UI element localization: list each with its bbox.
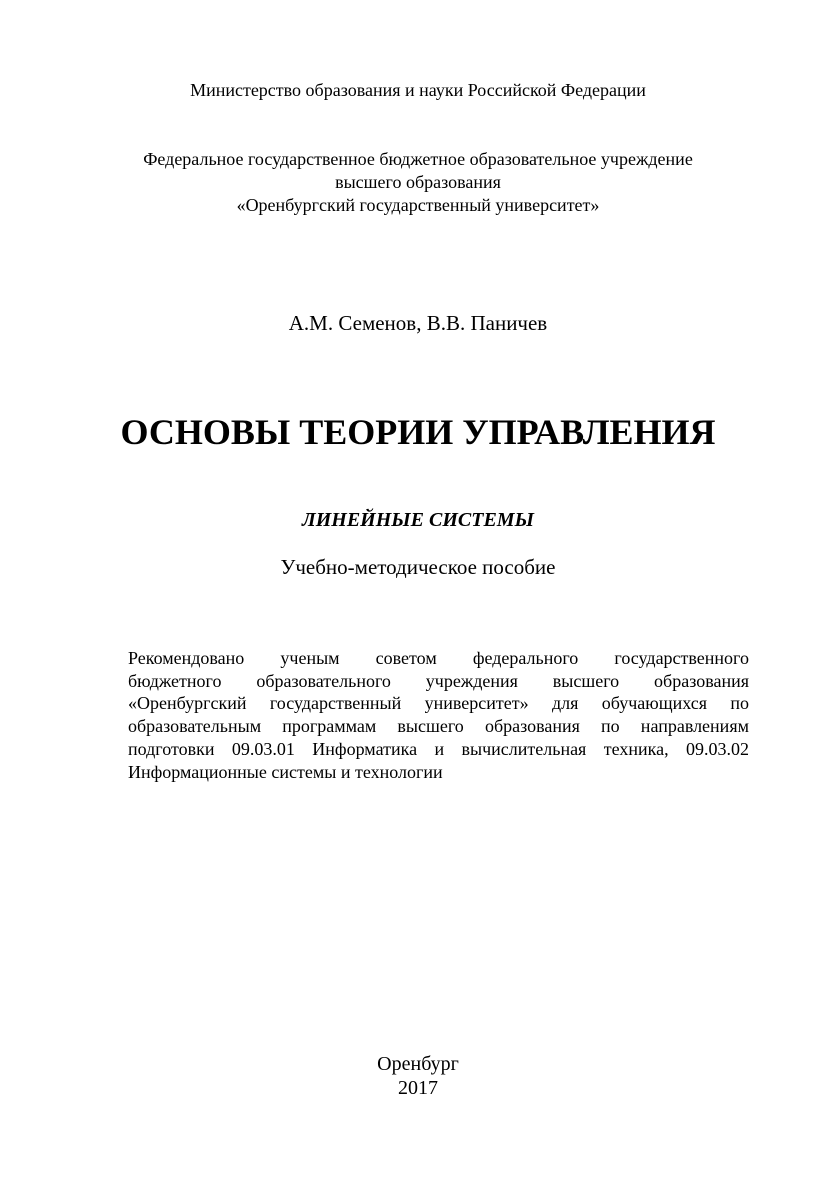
document-title: ОСНОВЫ ТЕОРИИ УПРАВЛЕНИЯ [120, 412, 716, 452]
recommendation-line: бюджетного образовательного учреждения высшего образования [128, 670, 749, 691]
recommendation-line: Информационные системы и технологии [128, 761, 443, 782]
institution-line: высшего образования [335, 172, 501, 192]
ministry-name: Министерство образования и науки Российской Федерации [190, 80, 646, 100]
institution-line: «Оренбургский государственный университет» [236, 195, 600, 215]
recommendation-paragraph [128, 647, 749, 783]
recommendation-line: подготовки 09.03.01 Информатика и вычислительная техника, 09.03.02 [128, 738, 749, 759]
recommendation-line: «Оренбургский государственный университет» для обучающихся по [128, 693, 749, 714]
document-type: Учебно-методическое пособие [280, 555, 556, 579]
authors: А.М. Семенов, В.В. Паничев [288, 311, 548, 335]
document-subtitle: ЛИНЕЙНЫЕ СИСТЕМЫ [302, 509, 534, 531]
publication-year: 2017 [398, 1077, 438, 1099]
recommendation-line: образовательным программам высшего образования по направлениям [128, 716, 749, 737]
publication-city: Оренбург [377, 1053, 459, 1075]
recommendation-line: Рекомендовано ученым советом федерального государственного [128, 648, 749, 668]
institution-block [0, 148, 836, 217]
institution-line: Федеральное государственное бюджетное образовательное учреждение [143, 149, 693, 169]
